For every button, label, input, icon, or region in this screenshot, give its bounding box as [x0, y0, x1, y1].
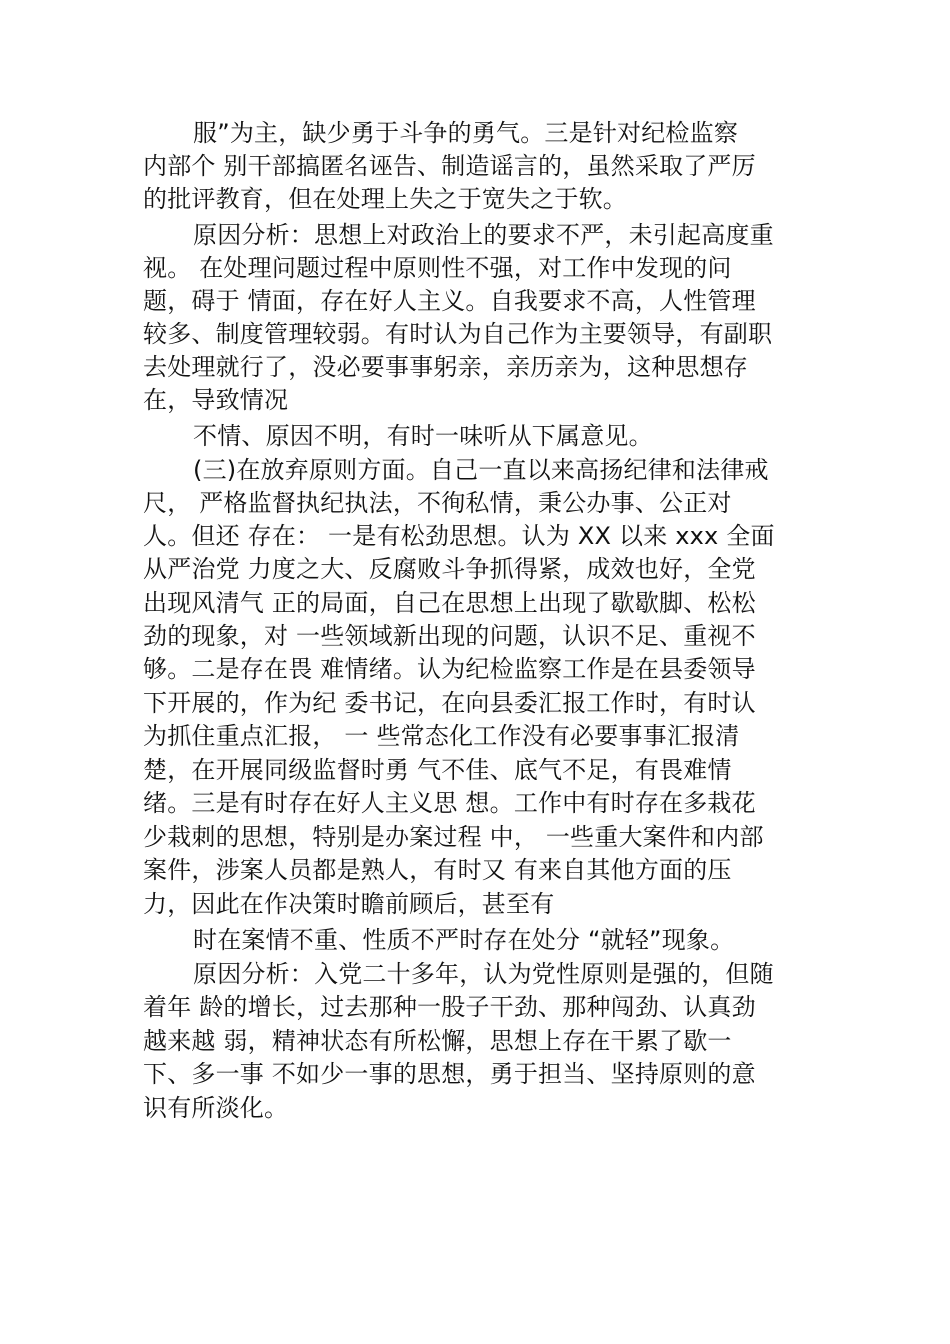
- text-line: 在，导致情况: [143, 386, 289, 414]
- text-line: 下开展的，作为纪 委书记，在向县委汇报工作时，有时认: [143, 689, 756, 717]
- text-line: 出现风清气 正的局面，自己在思想上出现了歇歇脚、松松: [143, 589, 756, 617]
- text-line: 绪。三是有时存在好人主义思 想。工作中有时存在多栽花: [143, 789, 756, 817]
- text-line: 少栽刺的思想，特别是办案过程 中， 一些重大案件和内部: [143, 823, 764, 851]
- text-line: 尺， 严格监督执纪执法，不徇私情，秉公办事、公正对: [143, 489, 732, 517]
- text-line: 题，碍于 情面，存在好人主义。自我要求不高，人性管理: [143, 287, 756, 315]
- text-line: 不情、原因不明，有时一味听从下属意见。: [193, 422, 653, 450]
- text-line: 人。但还 存在： 一是有松劲思想。认为 XX 以来 xxx 全面: [143, 522, 775, 550]
- text-line: 越来越 弱，精神状态有所松懈，思想上存在干累了歇一: [143, 1027, 732, 1055]
- text-line: (三)在放弃原则方面。自己一直以来高扬纪律和法律戒: [193, 456, 769, 484]
- text-line: 从严治党 力度之大、反腐败斗争抓得紧，成效也好，全党: [143, 555, 756, 583]
- text-line: 够。二是存在畏 难情绪。认为纪检监察工作是在县委领导: [143, 655, 756, 683]
- text-line: 识有所淡化。: [143, 1094, 289, 1122]
- text-line: 着年 龄的增长，过去那种一股子干劲、那种闯劲、认真劲: [143, 993, 756, 1021]
- text-line: 去处理就行了，没必要事事躬亲，亲历亲为，这种思想存: [143, 353, 748, 381]
- text-line: 较多、制度管理较弱。有时认为自己作为主要领导，有副职: [143, 320, 773, 348]
- text-line: 力，因此在作决策时瞻前顾后，甚至有: [143, 890, 555, 918]
- text-line: 下、多一事 不如少一事的思想，勇于担当、坚持原则的意: [143, 1060, 756, 1088]
- text-line: 视。 在处理问题过程中原则性不强，对工作中发现的问: [143, 254, 732, 282]
- text-line: 时在案情不重、性质不严时存在处分 “就轻”现象。: [193, 926, 735, 954]
- text-line: 的批评教育，但在处理上失之于宽失之于软。: [143, 185, 627, 213]
- text-line: 楚，在开展同级监督时勇 气不佳、底气不足，有畏难情: [143, 756, 732, 784]
- text-line: 原因分析：入党二十多年，认为党性原则是强的，但随: [193, 960, 774, 988]
- text-line: 劲的现象，对 一些领域新出现的问题，认识不足、重视不: [143, 622, 756, 650]
- text-line: 内部个 别干部搞匿名诬告、制造谣言的，虽然采取了严厉: [143, 152, 756, 180]
- text-line: 原因分析：思想上对政治上的要求不严，未引起高度重: [193, 221, 774, 249]
- text-line: 案件，涉案人员都是熟人，有时又 有来自其他方面的压: [143, 856, 732, 884]
- text-line: 服”为主，缺少勇于斗争的勇气。三是针对纪检监察: [193, 119, 739, 147]
- text-line: 为抓住重点汇报， 一 些常态化工作没有必要事事汇报清: [143, 722, 740, 750]
